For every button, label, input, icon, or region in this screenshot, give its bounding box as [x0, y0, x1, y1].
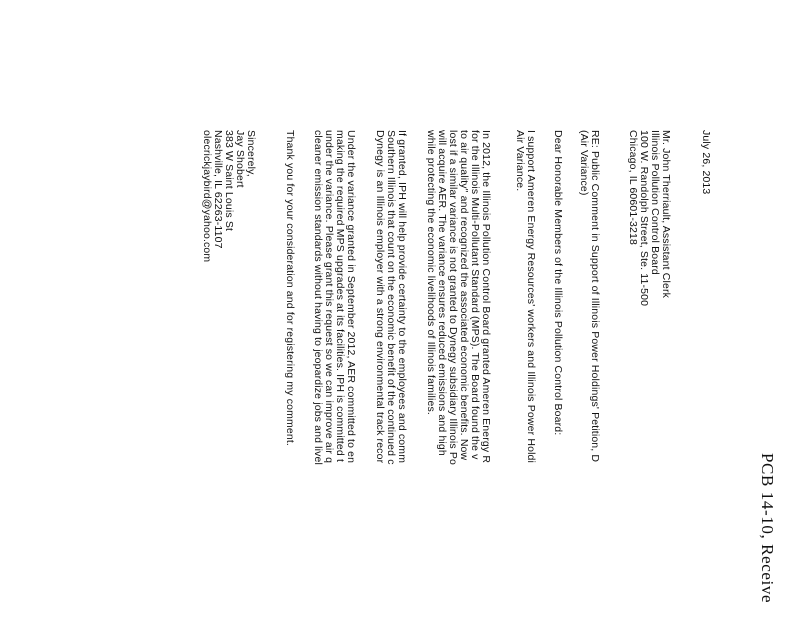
paragraph-line: to air quality" and recognized the associated economic benefits. Now [458, 130, 470, 461]
paragraph-line: cleaner emission standards without having to jeopardize jobs and livel [312, 130, 324, 466]
paragraph-line: will acquire AER. The variance ensures reduced emissions and high [436, 130, 448, 456]
thank-you-line: Thank you for your consideration and for registering my comment. [284, 130, 296, 446]
paragraph-line: for the Illinois Multi-Pollutant Standard (MPS). The Board found the v [469, 130, 481, 460]
salutation: Dear Honorable Members of the Illinois Pollution Control Board: [552, 130, 564, 436]
paragraph-line: Air Variance. [514, 130, 526, 192]
paragraph-line: In 2012, the Illinois Pollution Control Board granted Ameren Energy R [480, 130, 492, 464]
paragraph-line: making the required MPS upgrades at its facilities. IPH is committed t [334, 130, 346, 463]
address-line: Mr. John Therriault, Assistant Clerk [660, 130, 672, 299]
signer-email: olecrickjaybird@yahoo.com [201, 130, 213, 263]
address-line: 100 W. Randolph Street, Ste. 11-500 [638, 130, 650, 307]
paragraph-line: Under the variance granted in September 2012, AER committed to en [345, 130, 357, 464]
paragraph-line: Southern Illinois that count on the economic benefit of the continued c [385, 130, 397, 465]
paragraph-line: lost if a similar variance is not granted to Dynegy subsidiary Illinois Po [447, 130, 459, 465]
subject-line-2: (Air Variance) [578, 130, 590, 196]
closing: Sincerely, [245, 130, 257, 177]
letter-date: July 26, 2013 [700, 130, 712, 195]
paragraph-line: Dynegy is an Illinois employer with a strong environmental track recor [374, 130, 386, 464]
paragraph-line: If granted, IPH will help provide certainty to the employees and comm [396, 130, 408, 464]
paragraph-line: I support Ameren Energy Resources' workers and Illinois Power Holdi [525, 130, 537, 464]
address-line: Illinois Pollution Control Board [649, 130, 661, 275]
subject-line-1: RE: Public Comment in Support of Illinois Power Holdings' Petition, D [589, 130, 601, 463]
signer-street: 383 W Saint Louis St [223, 130, 235, 232]
signer-name: Jay Shobert [234, 130, 246, 188]
paragraph-line: under the variance. Please grant this request so we can improve air q [323, 130, 335, 464]
signer-city: Nashville, IL 62263-1107 [212, 130, 224, 249]
docket-stamp: PCB 14-10, Receive [758, 453, 777, 604]
address-line: Chicago, IL 60601-3218 [627, 130, 639, 245]
paragraph-line: while protecting the economic livelihoods of Illinois families. [425, 130, 437, 415]
